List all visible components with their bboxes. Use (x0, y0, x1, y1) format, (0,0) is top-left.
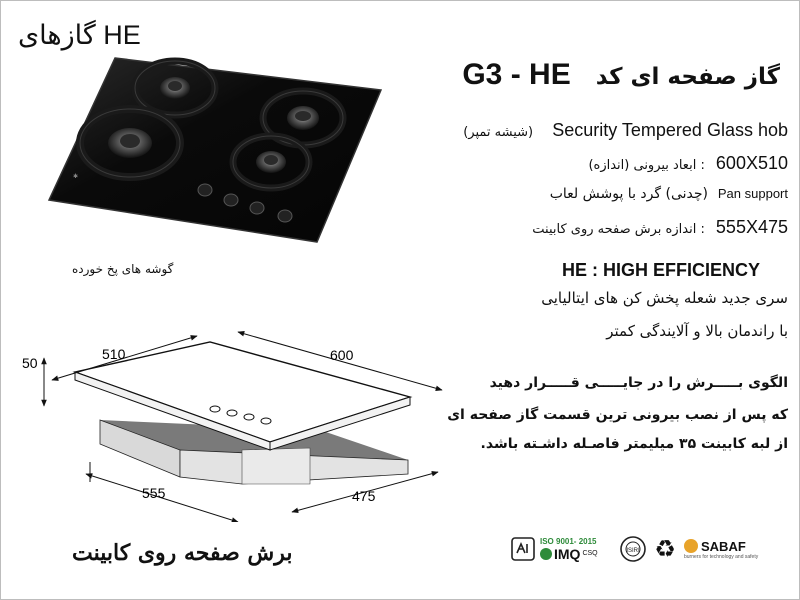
spec-outer-dim-value: 600X510 (715, 153, 788, 173)
feature-line-1: سری جدید شعله پخش کن های ایتالیایی (541, 289, 788, 307)
imq-sub: CSQ (582, 550, 598, 557)
spec-cut-dim-value: 555X475 (715, 217, 788, 237)
recycle-icon: ♻ (654, 535, 676, 563)
dim-label-50: 50 (22, 355, 38, 371)
isiri-logo (618, 534, 648, 564)
isiri-seal-icon (619, 535, 647, 563)
model-label: گاز صفحه ای کد (595, 64, 780, 90)
hob-product-image (45, 50, 390, 250)
sabaf-sub: burners for technology and safety (684, 553, 759, 560)
dim-label-555: 555 (142, 485, 166, 501)
spec-pan-support-en: Pan support (717, 186, 788, 201)
spec-glass-fa: (شیشه تمپر) (463, 125, 534, 140)
spec-pan-support-fa-row (550, 183, 708, 202)
sabaf-text: SABAF (701, 538, 746, 554)
install-note-line-1: الگوی بـــــرش را در جایـــــی قـــــرار دهید (489, 375, 788, 391)
spec-glass-en: Security Tempered Glass hob (552, 120, 788, 140)
install-note-line-2: که پس از نصب بیرونی ترین قسمت گاز صفحه ای (447, 407, 788, 423)
cutout-diagram (10, 322, 460, 522)
spec-cut-dim-label: : اندازه برش صفحه روی کابینت (532, 222, 705, 237)
install-note-line-3: از لبه کابینت ۳۵ میلیمتر فاصـله داشـته باشد. (480, 436, 788, 452)
sabaf-logo (684, 534, 764, 564)
dim-label-510: 510 (102, 346, 126, 362)
model-code: G3 - HE (462, 58, 571, 91)
spec-cut-dim (532, 217, 788, 238)
iso-imq-logo (540, 534, 612, 564)
model-title-row (462, 58, 780, 92)
spec-pan-support-fa: (چدنی) گرد با پوشش لعاب (549, 186, 708, 202)
imq-globe-icon (540, 548, 552, 560)
feature-line-2: با راندمان بالا و آلایندگی کمتر (606, 322, 788, 340)
spec-glass (463, 120, 788, 141)
he-efficiency-title: HE : HIGH EFFICIENCY (561, 260, 760, 280)
bevel-edge-caption: گوشه های پخ خورده (72, 262, 174, 276)
spec-pan-support-en-row (718, 183, 788, 202)
imq-text: IMQ (554, 545, 581, 562)
dim-label-475: 475 (352, 488, 376, 504)
spec-outer-dim-label: : ابعاد بیرونی (اندازه) (588, 158, 705, 173)
dim-label-600: 600 (330, 347, 354, 363)
spec-outer-dim (588, 153, 788, 174)
iso-text: ISO 9001- 2015 (540, 536, 597, 546)
recycle-logo (650, 534, 680, 564)
brand-line: گازهای HE (18, 20, 141, 50)
sabaf-flame-icon (684, 539, 698, 553)
standard-mark-icon (509, 535, 537, 563)
svg-text:ISIRI: ISIRI (626, 548, 640, 554)
cutout-caption: برش صفحه روی کابینت (72, 540, 293, 566)
iran-standard-logo (508, 534, 538, 564)
hob-logo-mark: ✱ (73, 173, 79, 180)
